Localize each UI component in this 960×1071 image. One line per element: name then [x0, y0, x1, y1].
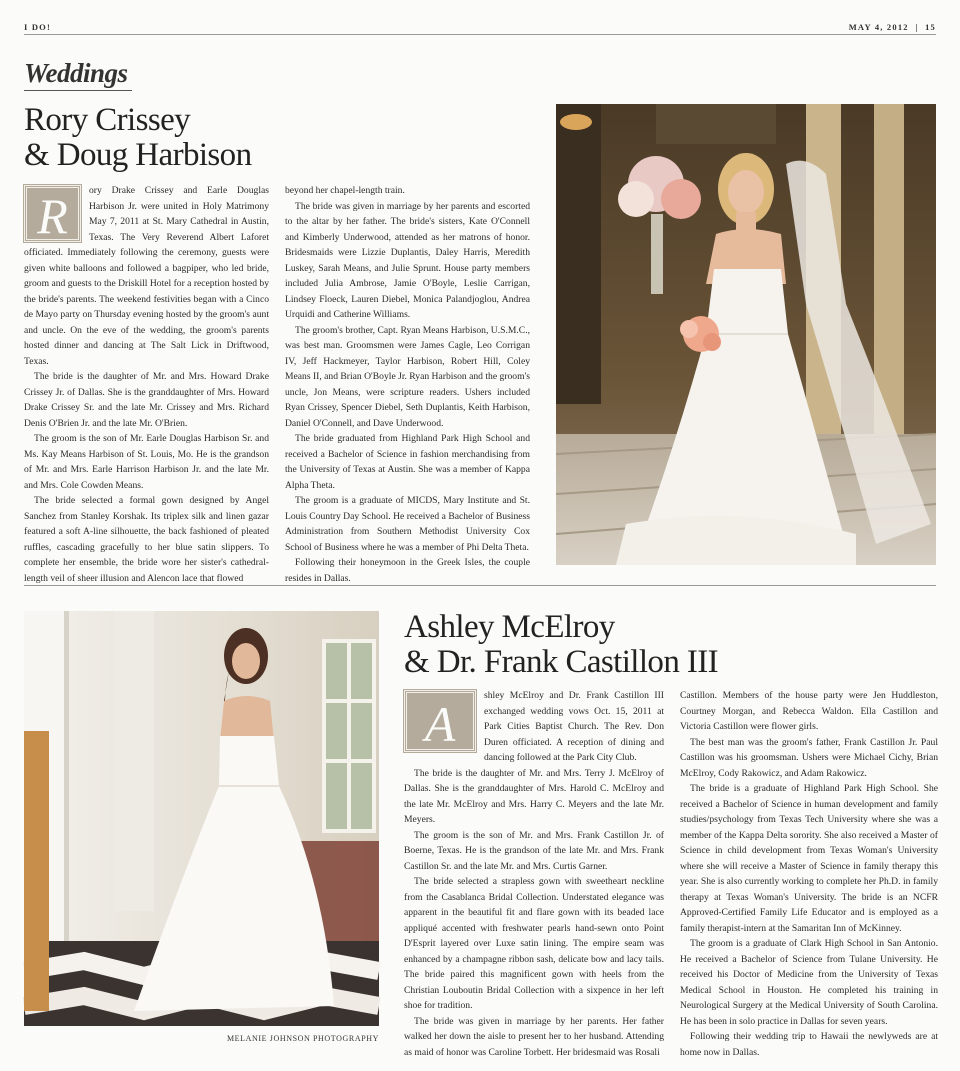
story1-paragraph: The groom is a graduate of MICDS, Mary Institute and St. Louis Country Day School. He received a Bachelor of Business Administration from Southern Methodist University Cox School of Business where he was a member of Phi Delta Theta.: [285, 495, 530, 553]
story2-paragraph: The bride was given in marriage by her parents. Her father walked her down the aisle to present her to her husband. Attending as maid of honor was Caroline Torbett. Her bridesmaid was Rosali: [404, 1015, 664, 1058]
story2-title: [404, 610, 718, 680]
story2-paragraph: The bride is a graduate of Highland Park High School. She received a Bachelor of Science in human development and family studies/psychology from Texas Tech University where she was a member of the Kappa Delta sorority. She also received a Master of Science in child development from Texas Woman's University where she will receive a Master of Science in family therapy this year. She is also currently working to complete her Ph.D. in family therapy at Texas Woman's University. The bride is an NCFR Approved-Certified Family Life Educator and is employed as a family therapist-intern at the Samaritan Inn of McKinney.: [680, 783, 938, 934]
story2-paragraph: The bride is the daughter of Mr. and Mrs. Terry J. McElroy of Dallas. She is the granddaughter of Mrs. Harold C. McElroy and the late Mr. McElroy and Mrs. Harry C. Meyers and the late Mr. Meyers.: [404, 767, 664, 825]
story1-column-1: [24, 183, 269, 584]
story1-paragraph: Following their honeymoon in the Greek Isles, the couple resides in Dallas.: [285, 557, 530, 584]
story2-paragraph: The bride selected a strapless gown with sweetheart neckline from the Casablanca Bridal Collection. Understated elegance was apparent in the beautiful fit and flare gown with its beaded lace appliqué accented with freshwater pearls hand-sewn onto Point D'Esprit layered over Luxe satin lining. The empire seam was enhanced by a champagne ribbon sash, delicate bow and lacy tails. The bride paired this magnificent gown with heels from the Christian Louboutin Bridal Collection with a sixpence in her left shoe for tradition.: [404, 876, 664, 1011]
bride-portrait-illustration: [556, 104, 936, 565]
story2-column-2: [680, 688, 938, 1058]
issue-date-page: MAY 4, 2012 | 15: [848, 22, 936, 32]
story1-paragraph: ory Drake Crissey and Earle Douglas Harbison Jr. were united in Holy Matrimony May 7, 2011 at St. Mary Cathedral in Austin, Texas. The Very Reverend Albert Laforet officiated. Immediately following the ceremony, guests were given white balloons and followed a bagpiper, who led bride, groom and guests to the Driskill Hotel for a reception hosted by the bride's parents. The weekend festivities began with a Cinco de Mayo party on Thursday evening hosted by the groom's aunt and uncle. On the eve of the wedding, the groom's parents hosted dinner and dancing at The Salt Lick in Driftwood, Texas.: [24, 185, 269, 367]
photo-credit: MELANIE JOHNSON PHOTOGRAPHY: [226, 1034, 379, 1043]
story2-paragraph: shley McElroy and Dr. Frank Castillon III exchanged wedding vows Oct. 15, 2011 at Park Cities Baptist Church. The Rev. Don Duren officiated. A reception of dining and dancing followed at the Park City Club.: [484, 690, 664, 763]
story1-paragraph: beyond her chapel-length train.: [285, 185, 405, 196]
section-label-underline: [24, 90, 132, 91]
publication-name: I DO!: [24, 22, 52, 32]
story1-paragraph: The bride was given in marriage by her parents and escorted to the altar by her father. The bride's sisters, Kate O'Connell and Kimberly Underwood, attended as her matrons of honor. Bridesmaids were Lizzie Duplantis, Daley Harris, Meredith Luskey, Sarah Means, and Julie Sprunt. House party members included Julia Ambrose, Jamie O'Boyle, Leslie Carrigan, Lindsey Floeck, Lauren Diebel, Monica Palandjoglou, Andrea Urquidi and Catherine Williams.: [285, 200, 530, 320]
story2-title-line2: & Dr. Frank Castillon III: [404, 644, 719, 680]
story1-paragraph: The bride selected a formal gown designed by Angel Sanchez from Stanley Korshak. Its triplex silk and linen gazar featured a soft A-line silhouette, the back fashioned of pleated ruffles, cascading gracefully to her blue satin slippers. To complete her ensemble, the bride wore her sister's cathedral-length veil of sheer illusion and Alencon lace that flowed: [24, 495, 269, 584]
story1-paragraph: The groom is the son of Mr. Earle Douglas Harbison Sr. and Ms. Kay Means Harbison of St. Louis, Mo. He is the grandson of Mr. and Mrs. Earle Harrison Harbison Jr. and the late Mr. and Mrs. Cole Cowden Means.: [24, 433, 269, 491]
story2-bride-photo: [24, 611, 379, 1026]
story2-title-line1: Ashley McElroy: [404, 609, 615, 645]
story2-paragraph: The best man was the groom's father, Frank Castillon Jr. Paul Castillon was his groomsman. Ushers were Michael Cichy, Brian McElroy, Cody Rakowicz, and Adam Rakowicz.: [680, 736, 938, 779]
story1-dropcap: R: [24, 185, 81, 242]
story1-paragraph: The bride graduated from Highland Park High School and received a Bachelor of Science in fashion merchandising from the University of Texas at Austin. She was a member of Kappa Alpha Theta.: [285, 433, 530, 491]
header-rule: [24, 34, 936, 35]
story1-title: [24, 103, 251, 173]
story1-column-2: [285, 183, 531, 584]
story2-paragraph: The groom is a graduate of Clark High School in San Antonio. He received a Bachelor of Science from Tulane University. He received his Doctor of Medicine from the University of Texas Medical School in Houston. He completed his training in Neurological Surgery at the Medical University of South Carolina. He has been in solo practice in Dallas for seven years.: [680, 938, 938, 1027]
story1-bride-photo: [556, 104, 936, 565]
story1-title-line1: Rory Crissey: [24, 102, 191, 138]
story1-title-line2: & Doug Harbison: [24, 137, 252, 173]
story1-paragraph: The groom's brother, Capt. Ryan Means Harbison, U.S.M.C., was best man. Groomsmen were James Cagle, Leo Corrigan IV, Jeff Hackmeyer, Taylor Harbison, Robert Hill, Coley Means II, and Brian O'Boyle Jr. Ryan Harbison and the groom's uncle, Jon Means, were scripture readers. Ushers included Ryan Crissey, Spencer Diebel, Seth Duplantis, Keith Harbison, Daniel O'Connell, and Dave Underwood.: [285, 324, 531, 429]
story2-dropcap: A: [404, 690, 476, 752]
story2-column-1: [404, 688, 664, 1058]
story1-paragraph: The bride is the daughter of Mr. and Mrs. Howard Drake Crissey Jr. of Dallas. She is the granddaughter of Mrs. Howard Drake Crissey Sr. and the late Mr. Crissey and Mrs. Richard Denis O'Brien Jr. and the late Mr. O'Brien.: [24, 371, 269, 429]
section-divider: [24, 585, 936, 586]
section-label: Weddings: [24, 58, 128, 88]
bride-staircase-illustration: [24, 611, 379, 1026]
story2-paragraph: The groom is the son of Mr. and Mrs. Frank Castillon Jr. of Boerne, Texas. He is the grandson of the late Mr. and Mrs. Frank Castillon Sr. and the late Mr. and Mrs. Curtis Garner.: [404, 829, 664, 872]
story2-paragraph: Castillon. Members of the house party were Jen Huddleston, Courtney Morgan, and Rebecca Waldon. Ella Castillon and Victoria Castillon were flower girls.: [680, 690, 938, 732]
story2-paragraph: Following their wedding trip to Hawaii the newlyweds are at home now in Dallas.: [680, 1031, 938, 1058]
